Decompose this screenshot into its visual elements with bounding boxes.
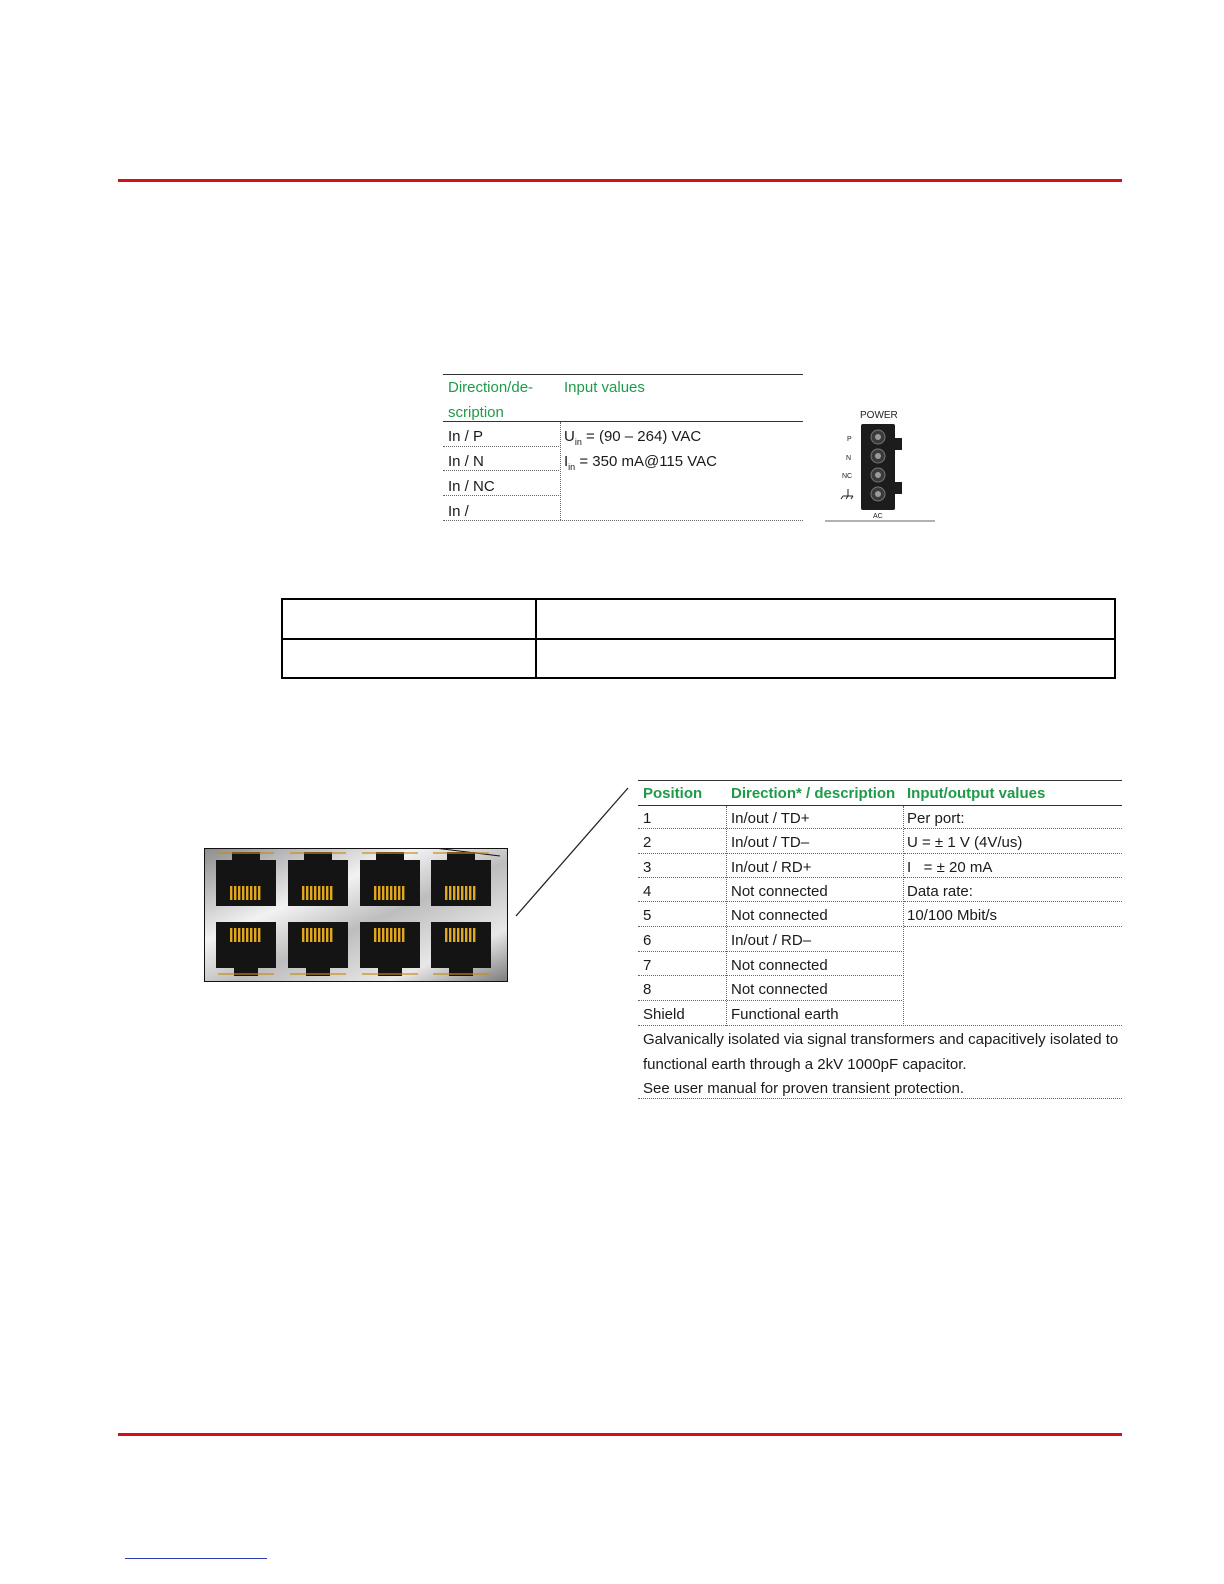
row-divider bbox=[904, 901, 1122, 902]
rj45-port bbox=[288, 922, 348, 976]
column-divider bbox=[726, 806, 727, 1026]
ground-icon bbox=[841, 489, 853, 499]
row-divider bbox=[638, 877, 902, 878]
eth-row-position: 3 bbox=[643, 859, 652, 876]
table-top-rule bbox=[638, 780, 1122, 781]
row-divider bbox=[443, 470, 559, 471]
power-connector-illustration bbox=[825, 405, 935, 523]
eth-row-position: Shield bbox=[643, 1006, 685, 1023]
eth-row-position: 4 bbox=[643, 883, 652, 900]
eth-row-direction: In/out / RD– bbox=[731, 932, 812, 949]
row-divider bbox=[638, 853, 902, 854]
table-column-divider bbox=[535, 600, 537, 677]
rj45-port bbox=[288, 852, 348, 906]
eth-row-direction: Not connected bbox=[731, 883, 828, 900]
row-divider bbox=[904, 877, 1122, 878]
power-row-p: In / P bbox=[448, 428, 484, 445]
power-row-ground: In / bbox=[448, 503, 469, 520]
power-row-nc: In / NC bbox=[448, 478, 495, 495]
eth-row-direction: Not connected bbox=[731, 981, 828, 998]
eth-row-position: 6 bbox=[643, 932, 652, 949]
rj45-port bbox=[360, 922, 420, 976]
eth-row-position: 8 bbox=[643, 981, 652, 998]
column-divider bbox=[560, 422, 561, 520]
rj45-port bbox=[216, 922, 276, 976]
rj45-ports-icon bbox=[204, 848, 508, 982]
rj45-port bbox=[216, 852, 276, 906]
row-divider bbox=[638, 975, 902, 976]
connector-pin-nc: NC bbox=[842, 473, 853, 480]
eth-row-position: 7 bbox=[643, 957, 652, 974]
eth-row-position: 1 bbox=[643, 810, 652, 827]
row-divider bbox=[638, 926, 902, 927]
eth-row-direction: Functional earth bbox=[731, 1006, 839, 1023]
eth-note-3: See user manual for proven transient protection. bbox=[643, 1080, 965, 1097]
row-divider bbox=[638, 951, 902, 952]
footer-rule bbox=[118, 1433, 1122, 1436]
row-divider bbox=[638, 901, 902, 902]
connector-latch bbox=[895, 438, 902, 450]
table-bottom-rule bbox=[443, 520, 803, 521]
connector-pin-n: N bbox=[846, 455, 852, 462]
eth-row-direction: In/out / TD+ bbox=[731, 810, 810, 827]
voltage-symbol: U bbox=[564, 428, 575, 445]
row-divider bbox=[904, 828, 1122, 829]
eth-value-current: I = ± 20 mA bbox=[907, 859, 993, 876]
rj45-port bbox=[431, 852, 491, 906]
connector-title: POWER bbox=[860, 410, 898, 421]
row-divider bbox=[904, 926, 1122, 927]
eth-header-values: Input/output values bbox=[907, 785, 1046, 802]
row-divider bbox=[638, 1000, 902, 1001]
row-divider bbox=[443, 446, 559, 447]
eth-row-position: 2 bbox=[643, 834, 652, 851]
power-header-direction-1: Direction/de- bbox=[448, 379, 534, 396]
power-header-values: Input values bbox=[564, 379, 645, 396]
row-divider bbox=[904, 853, 1122, 854]
connector-pin-p: P bbox=[847, 436, 852, 443]
column-divider bbox=[903, 806, 904, 1026]
eth-note-2: functional earth through a 2kV 1000pF capacitor. bbox=[643, 1056, 967, 1073]
table-header-rule bbox=[443, 421, 803, 422]
eth-value-data-rate: 10/100 Mbit/s bbox=[907, 907, 998, 924]
callout-leader-line bbox=[500, 770, 640, 930]
power-row-n: In / N bbox=[448, 453, 484, 470]
table-row-divider bbox=[283, 638, 1114, 640]
eth-header-position: Position bbox=[643, 785, 703, 802]
table-header-rule bbox=[638, 805, 1122, 806]
eth-header-direction: Direction* / description bbox=[731, 785, 896, 802]
eth-row-direction: In/out / RD+ bbox=[731, 859, 812, 876]
notes-top-rule bbox=[638, 1025, 1122, 1026]
eth-row-direction: Not connected bbox=[731, 957, 828, 974]
eth-row-direction: Not connected bbox=[731, 907, 828, 924]
eth-value-per-port: Per port: bbox=[907, 810, 965, 827]
power-header-direction-2: scription bbox=[448, 404, 504, 421]
connector-footer: AC bbox=[873, 513, 883, 520]
voltage-subscript: in bbox=[574, 437, 582, 447]
table-bottom-rule bbox=[638, 1098, 1122, 1099]
current-symbol: I bbox=[564, 453, 569, 470]
rj45-port bbox=[431, 922, 491, 976]
input-current bbox=[564, 449, 717, 480]
footer-link[interactable] bbox=[125, 1558, 267, 1559]
rj45-port bbox=[360, 852, 420, 906]
eth-value-voltage: U = ± 1 V (4V/us) bbox=[907, 834, 1023, 851]
connector-latch bbox=[895, 482, 902, 494]
eth-row-direction: In/out / TD– bbox=[731, 834, 810, 851]
eth-row-position: 5 bbox=[643, 907, 652, 924]
current-subscript: in bbox=[568, 462, 576, 472]
header-rule bbox=[118, 179, 1122, 182]
eth-value-data-rate-label: Data rate: bbox=[907, 883, 973, 900]
row-divider bbox=[443, 495, 559, 496]
empty-table bbox=[281, 598, 1116, 679]
current-value: = 350 mA@115 VAC bbox=[575, 453, 718, 470]
eth-note-1: Galvanically isolated via signal transformers and capacitively isolated to bbox=[643, 1031, 1119, 1048]
voltage-value: = (90 – 264) VAC bbox=[581, 428, 702, 445]
row-divider bbox=[638, 828, 902, 829]
